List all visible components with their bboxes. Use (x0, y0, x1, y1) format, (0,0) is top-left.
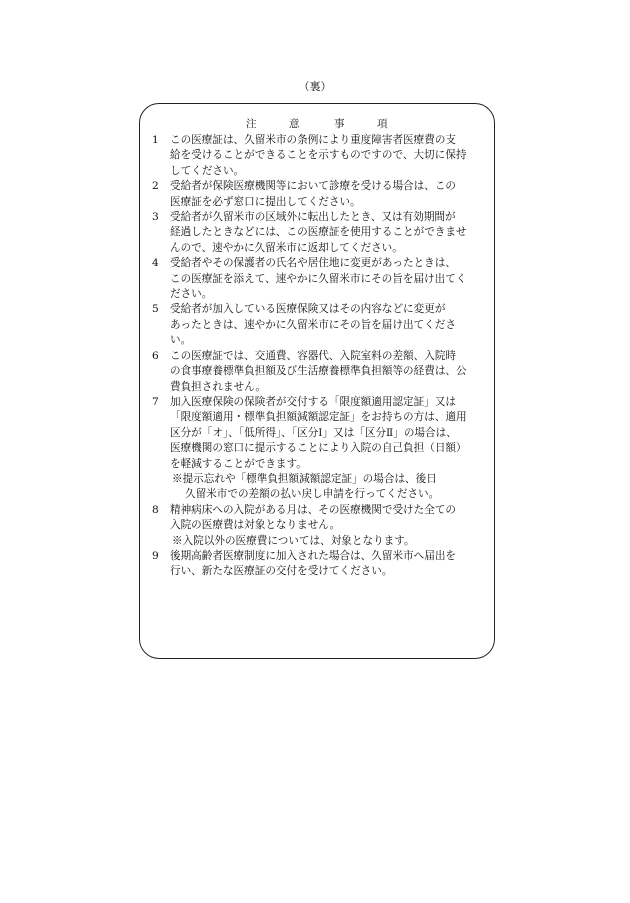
notice-item-3 (152, 210, 490, 256)
item-text-line: ださい。 (170, 288, 213, 301)
item-text-line: 受給者が久留米市の区域外に転出したとき、又は有効期間が (170, 211, 456, 224)
item-note: 久留米市での差額の払い戻し申請を行ってください。 (185, 488, 440, 501)
item-text-line: 費負担されません。 (170, 380, 266, 393)
notice-item-1 (152, 133, 490, 179)
item-note: ※提示忘れや「標準負担額減額認定証」の場合は、後日 (172, 472, 437, 485)
item-text-line: 精神病床への入院がある月は、その医療機関で受けた全ての (170, 503, 457, 516)
notice-list (152, 133, 490, 580)
card-title-char: 意 (289, 118, 300, 130)
card-title-char: 項 (377, 118, 388, 130)
item-text-line: んので、速やかに久留米市に返却してください。 (170, 241, 403, 254)
item-number: 4 (152, 257, 159, 270)
item-text-line: 区分が「オ」、「低所得」、「区分Ⅰ」又は「区分Ⅱ」の場合は、 (170, 426, 457, 439)
item-text-line: この医療証は、久留米市の条例により重度障害者医療費の支 (170, 134, 457, 146)
card-title-char: 事 (334, 118, 345, 130)
notice-item-2 (152, 179, 490, 210)
item-number: 1 (152, 134, 159, 146)
item-number: 8 (152, 503, 159, 516)
item-number: 7 (152, 395, 159, 408)
item-text-line: してください。 (170, 164, 245, 177)
page-side-label: （裏） (298, 80, 332, 93)
item-number: 2 (152, 180, 159, 193)
notice-item-6 (152, 349, 490, 395)
item-number: 5 (152, 303, 159, 316)
item-text-line: 受給者が保険医療機関等において診療を受ける場合は、この (170, 180, 457, 193)
item-text-line: を軽減することができます。 (170, 457, 307, 470)
item-text-line: この医療証では、交通費、容器代、入院室料の差額、入院時 (170, 349, 457, 362)
item-number: 6 (152, 349, 159, 362)
item-text-line: あったときは、速やかに久留米市にその旨を届け出てくださ (170, 318, 456, 331)
notice-item-8 (152, 503, 490, 534)
item-text-line: の食事療養標準負担額及び生活療養標準負担額等の経費は、公 (170, 365, 467, 378)
item-text-line: い。 (170, 334, 192, 347)
item-text-line: 経過したときなどには、この医療証を使用することができませ (170, 226, 467, 239)
item-text-line: 加入医療保険の保険者が交付する「限度額適用認定証」又は (170, 395, 457, 408)
notice-item-7 (152, 395, 490, 472)
item-note: ※入院以外の医療費については、対象となります。 (172, 534, 415, 547)
item-number: 3 (152, 211, 159, 224)
item-text-line: 受給者やその保護者の氏名や居住地に変更があったときは、 (170, 257, 456, 270)
notice-item-4 (152, 256, 490, 302)
item-number: 9 (152, 549, 159, 562)
item-text-line: 給を受けることができることを示すものですので、大切に保持 (170, 149, 467, 162)
item-text-line: 行い、新たな医療証の交付を受けてください。 (170, 565, 393, 578)
item-text-line: 「限度額適用・標準負担額減額認定証」をお持ちの方は、適用 (170, 411, 467, 424)
item-text-line: 医療機関の窓口に提示することにより入院の自己負担（日額） (170, 442, 467, 455)
notice-item-5 (152, 302, 490, 348)
item-text-line: 受給者が加入している医療保険又はその内容などに変更が (170, 303, 446, 316)
item-text-line: 医療証を必ず窓口に提出してください。 (170, 195, 361, 208)
card-title-char: 注 (246, 118, 257, 130)
item-text-line: 入院の医療費は対象となりません。 (170, 519, 341, 532)
item-text-line: 後期高齢者医療制度に加入された場合は、久留米市へ届出を (170, 549, 457, 562)
notice-item-9 (152, 549, 490, 580)
item-text-line: この医療証を添えて、速やかに久留米市にその旨を届け出てく (170, 272, 467, 285)
